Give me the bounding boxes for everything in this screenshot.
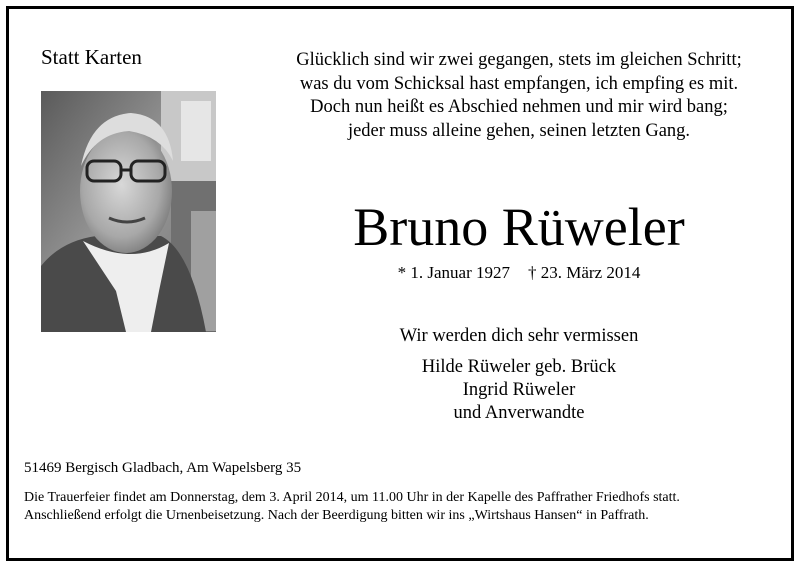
- portrait-photo: [41, 91, 216, 332]
- death-date: † 23. März 2014: [528, 263, 641, 282]
- address: 51469 Bergisch Gladbach, Am Wapelsberg 35: [24, 460, 302, 476]
- funeral-notice: [24, 489, 794, 525]
- poem-line: Glücklich sind wir zwei gegangen, stets im gleichen Schritt;: [296, 50, 742, 70]
- poem: [239, 49, 799, 143]
- notice-line: Die Trauerfeier findet am Donnerstag, dem 3. April 2014, um 11.00 Uhr in der Kapelle des Paffrather Friedhofs statt.: [24, 490, 680, 505]
- mourner-name: und Anverwandte: [453, 403, 585, 423]
- statt-karten-label: Statt Karten: [41, 45, 142, 69]
- deceased-name: Bruno Rüweler: [353, 197, 685, 257]
- mourner-name: Hilde Rüweler geb. Brück: [421, 357, 617, 377]
- life-dates: [239, 262, 799, 284]
- obituary-card: [6, 6, 794, 561]
- poem-line: Doch nun heißt es Abschied nehmen und mir wird bang;: [310, 97, 728, 117]
- portrait-photo-icon: [41, 91, 216, 332]
- birth-date: * 1. Januar 1927: [397, 263, 510, 282]
- mourners: [239, 325, 799, 425]
- mourning-tagline: Wir werden dich sehr vermissen: [399, 326, 639, 346]
- mourner-name: Ingrid Rüweler: [462, 380, 576, 400]
- notice-line: Anschließend erfolgt die Urnenbeisetzung. Nach der Beerdigung bitten wir ins „Wirtshaus Hansen“ in Paffrath.: [24, 508, 649, 523]
- poem-line: jeder muss alleine gehen, seinen letzten Gang.: [347, 120, 691, 141]
- poem-line: was du vom Schicksal hast empfangen, ich empfing es mit.: [299, 73, 739, 94]
